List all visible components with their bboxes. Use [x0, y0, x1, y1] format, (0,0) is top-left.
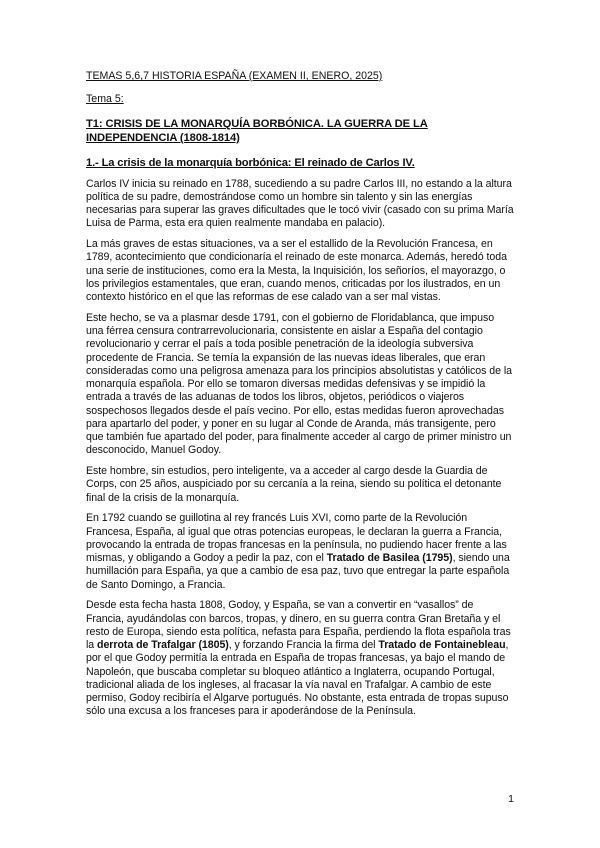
subsection-title: 1.- La crisis de la monarquía borbónica: El reinado de Carlos IV. [86, 156, 415, 169]
section-title: T1: CRISIS DE LA MONARQUÍA BORBÓNICA. LA GUERRA DE LA INDEPENDENCIA (1808-1814) [86, 118, 428, 144]
text-run: , y forzando Francia la firma del [228, 639, 379, 652]
paragraph-revolucion-francesa: La más graves de estas situaciones, va a ser el estallido de la Revolución Francesa, en 1789, acontecimiento que condicionaría el reinado de este monarca. Además, heredó toda una serie de instituciones, como era la Mesta, la Inquisición, los señoríos, el mayorazgo, o los privilegios estamentales, que eran, cuando menos, criticadas por los ilustrados, en un contexto histórico en el que las reformas de ese calado van a ser mal vistas. [86, 238, 507, 304]
bold-term-tratado-basilea: Tratado de Basilea (1795) [326, 552, 453, 565]
paragraph-godoy: Este hombre, sin estudios, pero inteligente, va a acceder al cargo desde la Guardia de Corps, con 25 años, auspiciado por su cercanía a la reina, siendo su política el detonante final de la crisis de la monarquía. [86, 465, 502, 504]
text-run: En 1792 cuando se guillotina al rey francés Luis XVI, como parte de la Revolución Francesa, España, al igual que otras potencias europeas, le declaran la guerra a Francia, provocando la entrada de tropas francesas en la península, no pudiendo hacer frente a las mismas, y obligando a Godoy a pedir la paz, con el [86, 512, 507, 565]
text-run: , siendo una humillación para España, ya que a cambio de esa paz, tuvo que entregar la parte española de Santo Domingo, a Francia. [86, 552, 510, 591]
paragraph-tratado-basilea [86, 512, 514, 592]
bold-term-trafalgar: derrota de Trafalgar (1805) [97, 639, 229, 652]
document-title: TEMAS 5,6,7 HISTORIA ESPAÑA (EXAMEN II, ENERO, 2025) [86, 70, 383, 82]
text-run: , por el que Godoy permitía la entrada en España de tropas francesas, ya bajo el mando de Napoleón, que buscaba completar su bloqueo atlántico a Inglaterra, ocupando Portugal, tradicional aliada de los ingleses, al fracasar la vía naval en Trafalgar. A cambio de este permiso, Godoy recibiría el Algarve portugués. No obstante, esta entrada de tropas supuso sólo una excusa a los franceses para ir apoderándose de la Península. [86, 639, 509, 718]
bold-term-fontainebleau: Tratado de Fontainebleau [378, 639, 506, 652]
paragraph-floridablanca: Este hecho, se va a plasmar desde 1791, con el gobierno de Floridablanca, que impuso una férrea censura contrarrevolucionaria, consistente en aislar a España del contagio revolucionario y cerrar el país a toda posible penetración de la ideología subversiva procedente de Francia. Se temía la expansión de las nuevas ideas liberales, que eran consideradas como una peligrosa amenaza para los principios absolutistas y católicos de la monarquía española. Por ello se tomaron diversas medidas defensivas y se impidió la entrada a través de las aduanas de todos los libros, objetos, periódicos o viajeros sospechosos llegados desde el país vecino. Por ello, estas medidas fueron aprovechadas para apartarlo del poder, y poner en su lugar al Conde de Aranda, más transigente, pero que también fue apartado del poder, para finalmente acceder al cargo de primer ministro un desconocido, Manuel Godoy. [86, 311, 512, 457]
paragraph-carlos-iv: Carlos IV inicia su reinado en 1788, sucediendo a su padre Carlos III, no estando a la altura política de su padre, demostrándose como un hombre sin talento y sin las energías necesarias para superar las graves dificultades que le tocó vivir (casado con su prima María Luisa de Parma, esta era quien realmente mandaba en palacio). [86, 177, 514, 230]
page-number: 1 [508, 793, 514, 805]
tema-label: Tema 5: [86, 93, 124, 106]
paragraph-trafalgar-fontainebleau [86, 599, 514, 718]
text-run: Desde esta fecha hasta 1808, Godoy, y España, se van a convertir en “vasallos” de Francia, ayudándolas con barcos, tropas, y dinero, en su guerra contra Gran Bretaña y el resto de Europa, siendo esta política, nefasta para España, perdiendo la flota española tras la [86, 599, 511, 652]
